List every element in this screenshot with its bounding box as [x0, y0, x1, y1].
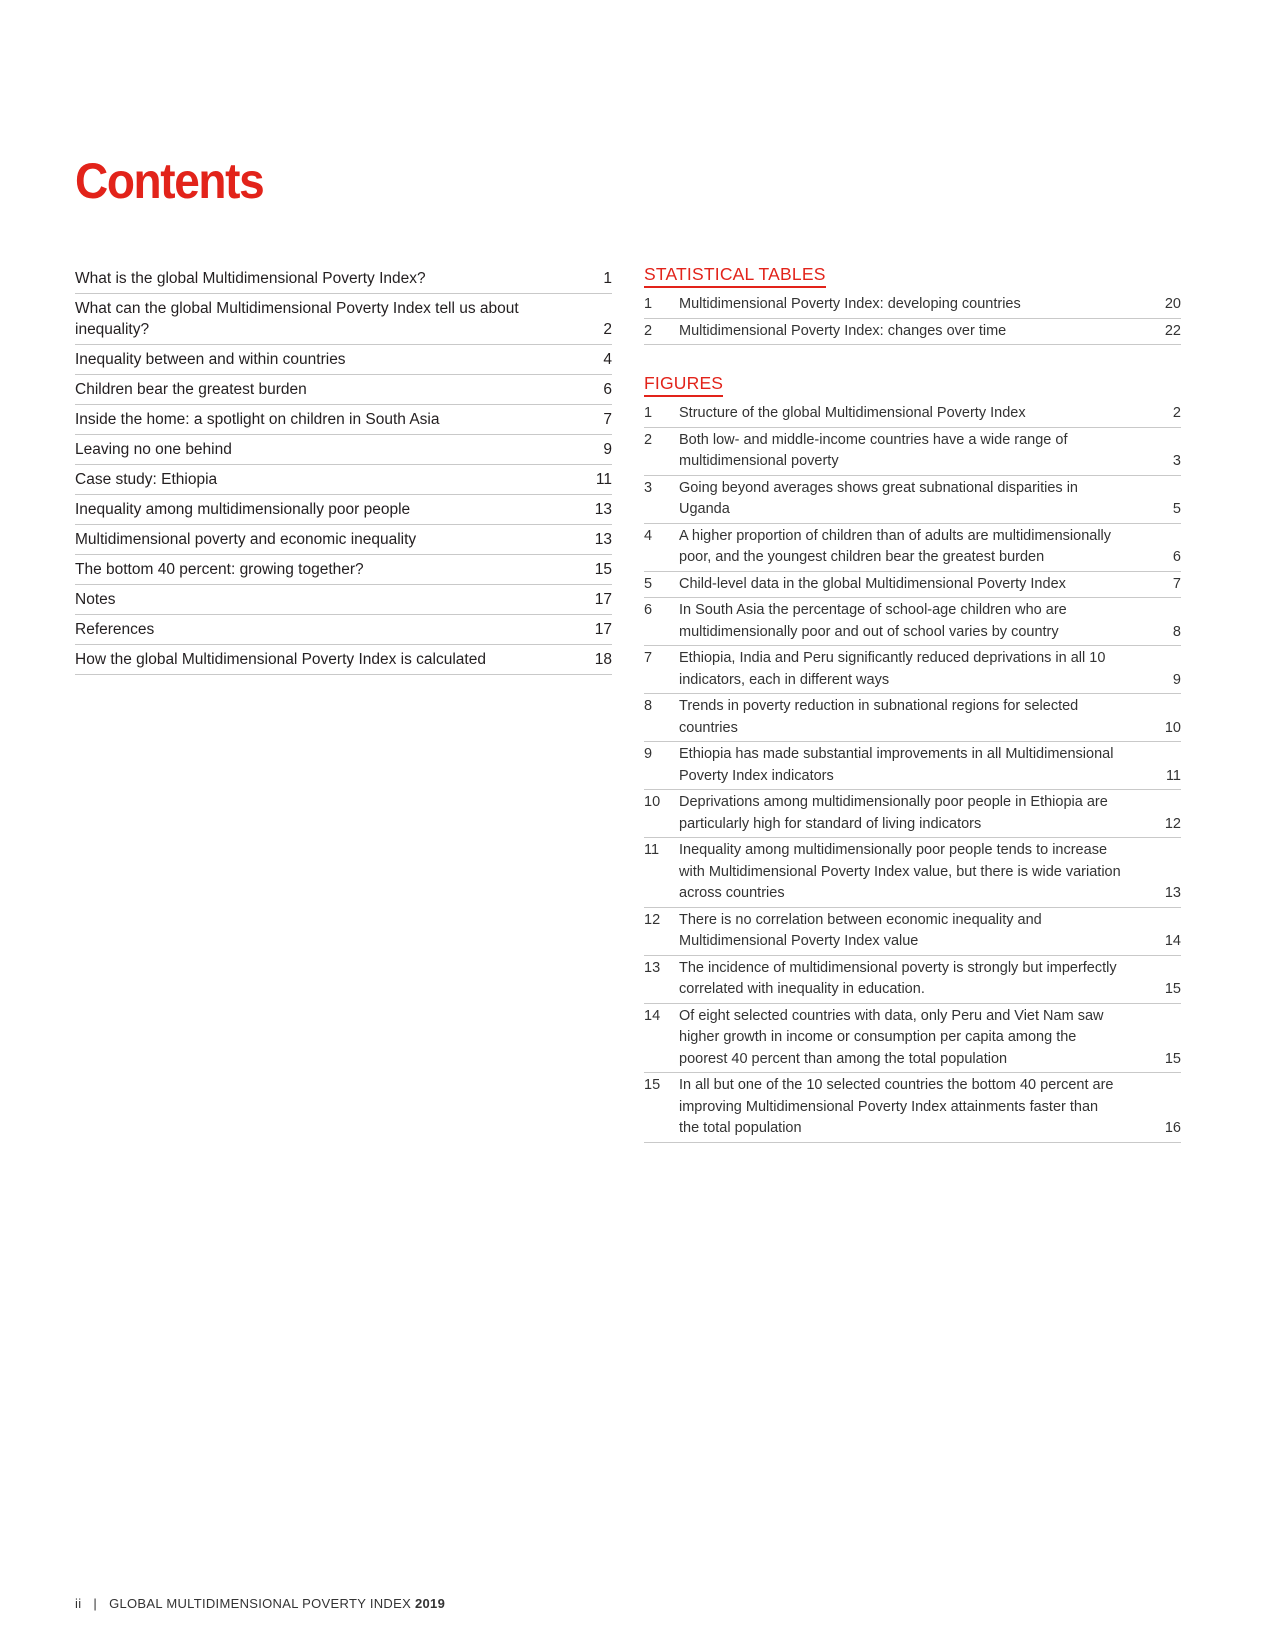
figure-entry-page: 3 — [1172, 453, 1181, 469]
figure-entry-page: 15 — [1164, 981, 1181, 997]
figure-entry-number: 6 — [644, 602, 653, 618]
toc-entry[interactable] — [75, 525, 612, 555]
figure-entry-number: 11 — [644, 842, 660, 858]
figure-entry-number: 15 — [644, 1077, 661, 1093]
toc-entry-page: 13 — [594, 501, 612, 518]
publication-year: 2019 — [415, 1596, 446, 1611]
figure-entry[interactable] — [644, 742, 1181, 790]
main-contents-list — [75, 264, 612, 675]
publication-title: GLOBAL MULTIDIMENSIONAL POVERTY INDEX — [109, 1596, 412, 1611]
figure-entry-title: In all but one of the 10 selected countries the bottom 40 percent are improving Multidimensional Poverty Index attainments faster than the total population — [679, 1077, 1114, 1136]
toc-entry-page: 13 — [594, 531, 612, 548]
toc-entry-title: What is the global Multidimensional Poverty Index? — [75, 270, 426, 287]
figure-entry-number: 14 — [644, 1007, 661, 1024]
figure-entry[interactable] — [644, 1073, 1181, 1143]
figure-entry[interactable] — [644, 956, 1181, 1004]
toc-entry-title: Inequality between and within countries — [75, 351, 346, 368]
toc-entry-page: 17 — [594, 621, 612, 638]
figure-entry-title: Inequality among multidimensionally poor people tends to increase with Multidimensional Poverty Index value, but there is wide variation across countries — [679, 842, 1121, 901]
figure-entry-number: 5 — [644, 575, 653, 592]
toc-entry-page: 1 — [603, 270, 612, 287]
toc-entry-title: Leaving no one behind — [75, 441, 232, 458]
figure-entry[interactable] — [644, 908, 1181, 956]
figure-entry-page: 2 — [1172, 405, 1181, 421]
toc-entry-title: Inside the home: a spotlight on children in South Asia — [75, 411, 440, 428]
figures-list — [644, 401, 1181, 1143]
figure-entry-title: Ethiopia has made substantial improvements in all Multidimensional Poverty Index indicators — [679, 746, 1114, 784]
figure-entry-title: There is no correlation between economic inequality and Multidimensional Poverty Index value — [679, 911, 1042, 949]
toc-entry[interactable] — [75, 465, 612, 495]
toc-entry[interactable] — [75, 264, 612, 294]
table-entry-title: Multidimensional Poverty Index: developing countries — [679, 296, 1021, 312]
statistical-tables-heading: STATISTICAL TABLES — [644, 264, 826, 288]
figure-entry-title: Ethiopia, India and Peru significantly reduced deprivations in all 10 indicators, each in different ways — [679, 650, 1106, 688]
figure-entry-page: 10 — [1164, 719, 1181, 736]
figure-entry-page: 16 — [1164, 1120, 1181, 1136]
figure-entry-number: 3 — [644, 479, 653, 496]
figure-entry-number: 12 — [644, 911, 661, 928]
figure-entry-page: 9 — [1172, 671, 1181, 688]
toc-entry[interactable] — [75, 585, 612, 615]
figure-entry-title: Both low- and middle-income countries have a wide range of multidimensional poverty — [679, 431, 1068, 469]
table-entry-page: 20 — [1164, 296, 1181, 312]
figure-entry[interactable] — [644, 428, 1181, 476]
toc-entry-title: Multidimensional poverty and economic inequality — [75, 531, 417, 548]
figure-entry[interactable] — [644, 572, 1181, 599]
toc-entry[interactable] — [75, 294, 612, 345]
toc-entry-title: Notes — [75, 591, 116, 608]
toc-entry[interactable] — [75, 495, 612, 525]
toc-entry[interactable] — [75, 435, 612, 465]
figure-entry-number: 8 — [644, 698, 653, 714]
figures-heading: FIGURES — [644, 373, 723, 397]
figure-entry-number: 1 — [644, 405, 653, 421]
toc-entry-page: 11 — [595, 471, 612, 488]
figure-entry-number: 13 — [644, 959, 661, 976]
footer-separator: | — [93, 1596, 98, 1611]
table-entry-number: 1 — [644, 296, 653, 312]
figure-entry-title: Trends in poverty reduction in subnational regions for selected countries — [679, 698, 1079, 736]
figure-entry-page: 12 — [1164, 815, 1181, 832]
figure-entry-page: 11 — [1165, 767, 1181, 784]
page-title: Contents — [75, 153, 264, 209]
figure-entry[interactable] — [644, 1004, 1181, 1074]
toc-entry[interactable] — [75, 615, 612, 645]
figure-entry[interactable] — [644, 598, 1181, 646]
toc-entry-page: 17 — [594, 591, 612, 608]
figure-entry-page: 5 — [1172, 501, 1181, 517]
toc-entry-page: 4 — [603, 351, 612, 368]
toc-entry[interactable] — [75, 405, 612, 435]
figure-entry-page: 14 — [1164, 933, 1181, 949]
figure-entry[interactable] — [644, 790, 1181, 838]
figure-entry[interactable] — [644, 524, 1181, 572]
figure-entry-number: 7 — [644, 650, 653, 666]
table-entry[interactable] — [644, 319, 1181, 346]
figure-entry-title: Structure of the global Multidimensional Poverty Index — [679, 405, 1026, 421]
figure-entry[interactable] — [644, 694, 1181, 742]
figure-entry-number: 10 — [644, 794, 661, 810]
table-entry[interactable] — [644, 292, 1181, 319]
toc-entry-page: 9 — [603, 441, 612, 458]
statistical-tables-list — [644, 292, 1181, 345]
page-footer — [75, 1596, 445, 1611]
toc-entry-title: What can the global Multidimensional Poverty Index tell us about inequality? — [75, 300, 519, 338]
figure-entry-number: 4 — [644, 527, 653, 544]
figure-entry-title: In South Asia the percentage of school-age children who are multidimensionally poor and out of school varies by country — [679, 602, 1067, 640]
toc-entry[interactable] — [75, 645, 612, 675]
toc-entry-title: How the global Multidimensional Poverty Index is calculated — [75, 651, 486, 668]
toc-entry-title: Children bear the greatest burden — [75, 381, 307, 398]
toc-entry-title: Case study: Ethiopia — [75, 471, 218, 488]
page-number: ii — [75, 1596, 82, 1611]
toc-entry-page: 2 — [603, 321, 612, 338]
figure-entry[interactable] — [644, 838, 1181, 908]
figure-entry-number: 9 — [644, 746, 653, 762]
toc-entry-title: Inequality among multidimensionally poor people — [75, 501, 411, 518]
figure-entry-title: Deprivations among multidimensionally poor people in Ethiopia are particularly high for standard of living indicators — [679, 794, 1108, 832]
toc-entry[interactable] — [75, 375, 612, 405]
figure-entry-title: A higher proportion of children than of adults are multidimensionally poor, and the youngest children bear the greatest burden — [679, 527, 1112, 565]
figure-entry-title: The incidence of multidimensional poverty is strongly but imperfectly correlated with inequality in education. — [679, 959, 1117, 997]
table-entry-title: Multidimensional Poverty Index: changes over time — [679, 322, 1007, 339]
toc-entry[interactable] — [75, 555, 612, 585]
figure-entry-title: Child-level data in the global Multidimensional Poverty Index — [679, 575, 1066, 592]
figure-entry-page: 13 — [1164, 885, 1181, 901]
figure-entry-page: 7 — [1172, 575, 1181, 592]
figure-entry[interactable] — [644, 401, 1181, 428]
toc-entry-title: The bottom 40 percent: growing together? — [75, 561, 364, 578]
figure-entry-page: 15 — [1164, 1050, 1181, 1067]
figure-entry-number: 2 — [644, 431, 653, 448]
figure-entry-title: Going beyond averages shows great subnational disparities in Uganda — [679, 479, 1078, 517]
toc-entry-page: 7 — [603, 411, 612, 428]
figure-entry[interactable] — [644, 476, 1181, 524]
toc-entry-page: 15 — [594, 561, 612, 578]
toc-entry[interactable] — [75, 345, 612, 375]
toc-entry-page: 6 — [603, 381, 612, 398]
figure-entry-page: 6 — [1172, 549, 1181, 565]
table-entry-number: 2 — [644, 322, 653, 339]
toc-entry-page: 18 — [594, 651, 612, 668]
toc-entry-title: References — [75, 621, 155, 638]
table-entry-page: 22 — [1164, 322, 1181, 339]
figure-entry-page: 8 — [1172, 623, 1181, 640]
figure-entry[interactable] — [644, 646, 1181, 694]
tables-and-figures-list — [644, 264, 1181, 1143]
figure-entry-title: Of eight selected countries with data, only Peru and Viet Nam saw higher growth in income or consumption per capita among the poorest 40 percent than among the total population — [679, 1007, 1104, 1067]
